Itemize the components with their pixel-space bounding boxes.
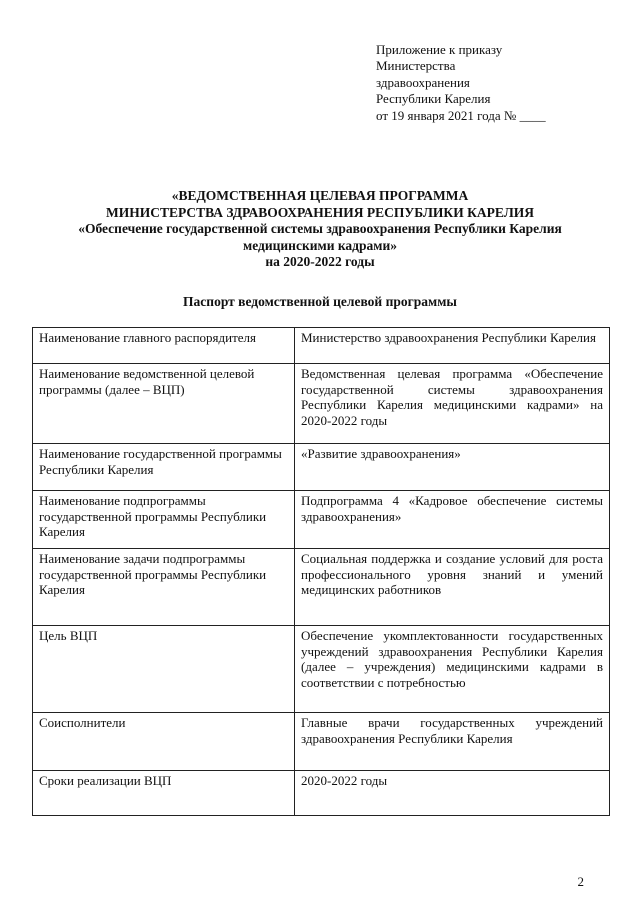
table-row <box>33 491 610 549</box>
title-line: на 2020-2022 годы <box>265 254 375 269</box>
row-label: Наименование ведомственной целевой программы (далее – ВЦП) <box>33 364 295 444</box>
row-label: Наименование задачи подпрограммы государственной программы Республики Карелия <box>33 549 295 626</box>
page-number: 2 <box>577 874 584 889</box>
appendix-line: Республики Карелия <box>376 91 491 107</box>
row-value: Главные врачи государственных учреждений здравоохранения Республики Карелия <box>295 713 610 771</box>
row-label: Наименование государственной программы Республики Карелия <box>33 444 295 491</box>
row-value: Ведомственная целевая программа «Обеспечение государственной системы здравоохранения Республики Карелия медицинскими кадрами» на 2020-2022 годы <box>295 364 610 444</box>
appendix-line: здравоохранения <box>376 74 470 90</box>
row-value: Социальная поддержка и создание условий для роста профессионального уровня знаний и умений медицинских работников <box>295 549 610 626</box>
row-label: Сроки реализации ВЦП <box>33 771 295 816</box>
row-value: Обеспечение укомплектованности государственных учреждений здравоохранения Республики Карелия (далее – учреждения) медицинскими кадрами в соответствии с потребностью <box>295 626 610 713</box>
title-line: МИНИСТЕРСТВА ЗДРАВООХРАНЕНИЯ РЕСПУБЛИКИ КАРЕЛИЯ <box>105 204 535 220</box>
appendix-note <box>376 42 626 124</box>
program-title <box>20 188 620 271</box>
table-row <box>33 328 610 364</box>
title-line: «Обеспечение государственной системы здравоохранения Республики Карелия <box>78 221 562 236</box>
row-value: 2020-2022 годы <box>295 771 610 816</box>
appendix-line: от 19 января 2021 года № ____ <box>376 107 546 123</box>
passport-title: Паспорт ведомственной целевой программы <box>183 294 457 309</box>
row-label: Цель ВЦП <box>33 626 295 713</box>
row-label: Наименование главного распорядителя <box>33 328 295 364</box>
title-line: медицинскими кадрами» <box>243 237 397 253</box>
title-line: «ВЕДОМСТВЕННАЯ ЦЕЛЕВАЯ ПРОГРАММА <box>171 188 469 203</box>
row-value: «Развитие здравоохранения» <box>295 444 610 491</box>
row-label: Соисполнители <box>33 713 295 771</box>
table-row <box>33 713 610 771</box>
passport-table <box>32 327 610 816</box>
table-row <box>33 549 610 626</box>
row-value: Подпрограмма 4 «Кадровое обеспечение системы здравоохранения» <box>295 491 610 549</box>
row-label: Наименование подпрограммы государственной программы Республики Карелия <box>33 491 295 549</box>
appendix-line: Министерства <box>376 58 456 74</box>
table-row <box>33 626 610 713</box>
table-row <box>33 771 610 816</box>
row-value: Министерство здравоохранения Республики Карелия <box>295 328 610 364</box>
table-row <box>33 364 610 444</box>
appendix-line: Приложение к приказу <box>376 42 503 57</box>
table-row <box>33 444 610 491</box>
